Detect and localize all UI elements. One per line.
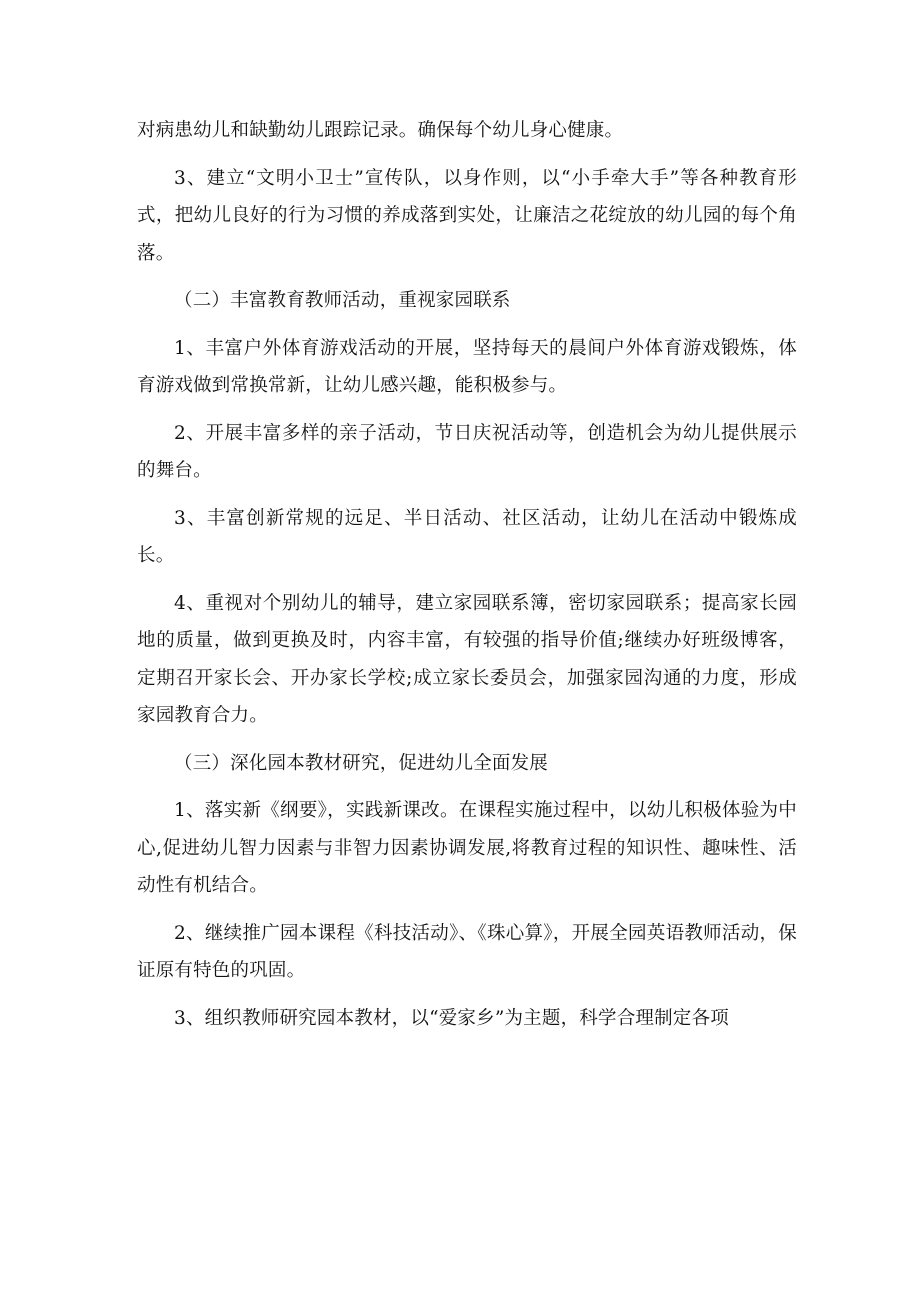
section-heading-3: （三）深化园本教材研究，促进幼儿全面发展 — [174, 752, 549, 774]
paragraph-5: 2、开展丰富多样的亲子活动，节日庆祝活动等，创造机会为幼儿提供展示的舞台。 — [137, 422, 797, 481]
paragraph-11: 3、组织教师研究园本教材，以“爱家乡”为主题，科学合理制定各项 — [174, 1007, 729, 1029]
paragraph-9: 1、落实新《纲要》，实践新课改。在课程实施过程中，以幼儿积极体验为中心,促进幼儿智力因素与非智力因素协调发展,将教育过程的知识性、趣味性、活动性有机结合。 — [137, 800, 797, 896]
paragraph-4: 1、丰富户外体育游戏活动的开展，坚持每天的晨间户外体育游戏锻炼，体育游戏做到常换常新，让幼儿感兴趣，能积极参与。 — [137, 337, 797, 396]
paragraph-1: 对病患幼儿和缺勤幼儿跟踪记录。确保每个幼儿身心健康。 — [137, 120, 624, 141]
section-heading-2: （二）丰富教育教师活动，重视家园联系 — [174, 290, 511, 311]
paragraph-2: 3、建立“文明小卫士”宣传队，以身作则，以“小手牵大手”等各种教育形式，把幼儿良好的行为习惯的养成落到实处，让廉洁之花绽放的幼儿园的每个角落。 — [137, 167, 797, 264]
paragraph-7: 4、重视对个别幼儿的辅导，建立家园联系簿，密切家园联系；提高家长园地的质量，做到更换及时，内容丰富，有较强的指导价值;继续办好班级博客，定期召开家长会、开办家长学校;成立家长委员会，加强家园沟通的力度，形成家园教育合力。 — [137, 592, 797, 726]
document-page — [137, 112, 797, 1037]
paragraph-10: 2、继续推广园本课程《科技活动》、《珠心算》，开展全园英语教师活动，保证原有特色的巩固。 — [137, 922, 797, 981]
paragraph-6: 3、丰富创新常规的远足、半日活动、社区活动，让幼儿在活动中锻炼成长。 — [137, 507, 797, 566]
